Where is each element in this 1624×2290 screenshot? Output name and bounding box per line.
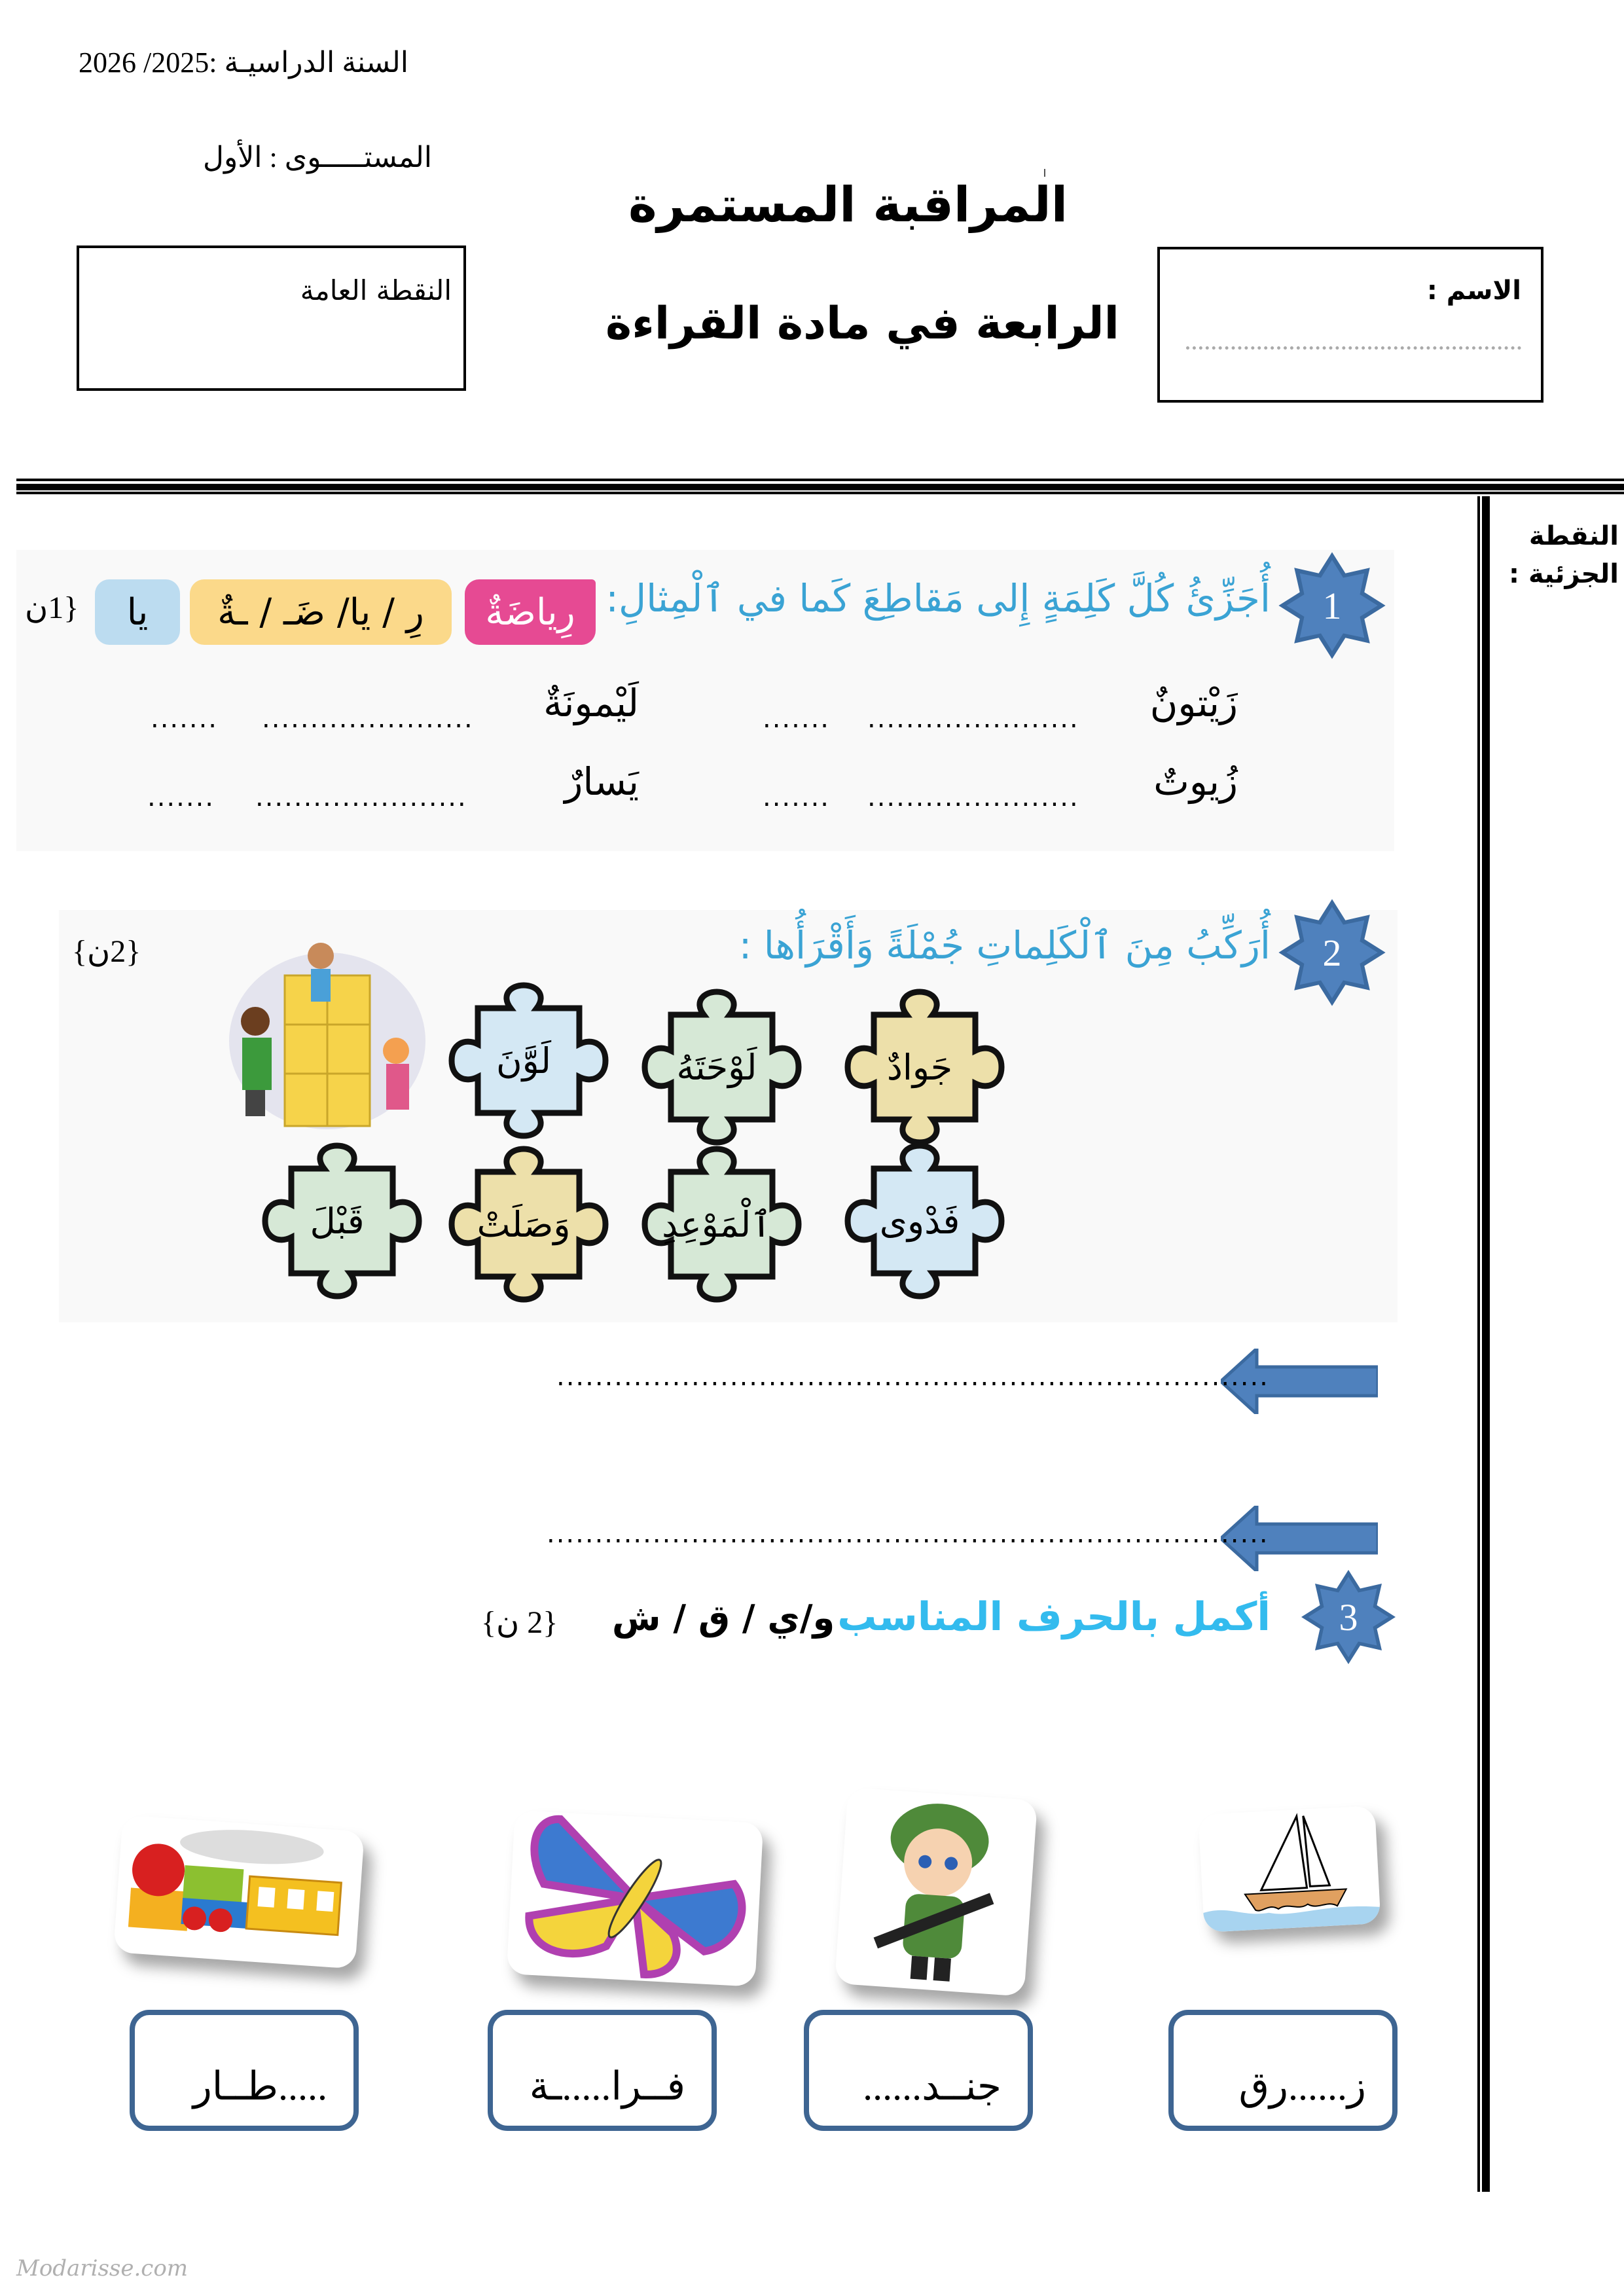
puzzle-piece[interactable]	[835, 1142, 1005, 1299]
puzzle-word: ٱلْمَوْعِدِ	[662, 1203, 772, 1245]
puzzle-word: لَوْحَتَهُ	[676, 1046, 757, 1088]
puzzle-piece[interactable]	[439, 982, 609, 1139]
puzzle-piece[interactable]	[632, 1146, 802, 1303]
puzzle-word: لَوَّنَ	[496, 1040, 552, 1081]
exercise1-points: {1ن	[25, 591, 79, 625]
sentence-answer-line-2[interactable]: ...........................................................................	[547, 1519, 1269, 1549]
example-word-chip: رِياضَةٌ	[465, 579, 596, 645]
level: المستـــــوى : الأول	[203, 141, 432, 173]
header-separator-thin-bottom	[16, 492, 1624, 494]
decorative-tick	[1044, 169, 1045, 177]
incomplete-word: جنــد......	[863, 2065, 1001, 2108]
exercise2-number-badge	[1276, 897, 1388, 1008]
exercise3-instruction: أكمل بالحرف المناسب	[837, 1594, 1271, 1640]
overall-grade-box[interactable]	[77, 245, 466, 391]
word-zuyout: زُيوتٌ	[1153, 759, 1238, 804]
exercise3-number-badge	[1299, 1568, 1398, 1666]
word-laymouna: لَيْمونَةٌ	[543, 681, 639, 725]
sentence-answer-line-1[interactable]: ..........................................................................	[556, 1362, 1269, 1392]
answer-blank-long[interactable]: ......................	[255, 782, 467, 812]
partial-grade-label	[1509, 517, 1619, 593]
watermark: Modarisse.com	[16, 2255, 189, 2281]
puzzle-piece[interactable]	[632, 989, 802, 1146]
butterfly-icon	[507, 1810, 764, 1987]
page-subtitle: الرابعة في مادة القراءة	[605, 298, 1119, 350]
train-picture	[113, 1815, 365, 1969]
puzzle-word: قَبْلَ	[310, 1200, 365, 1242]
answer-blank-short[interactable]: .......	[763, 704, 831, 734]
answer-blank-long[interactable]: ......................	[262, 704, 474, 734]
fill-letter-box[interactable]	[804, 2010, 1033, 2131]
page-title: المراقبة المستمرة	[628, 177, 1068, 233]
overall-grade-label: النقطة العامة	[300, 274, 452, 306]
header-separator-thin-top	[16, 479, 1624, 481]
partial-grade-label-line2: الجزئية :	[1509, 559, 1619, 589]
exercise3-points: {2 ن}	[481, 1605, 558, 1640]
header-separator-thick	[16, 484, 1624, 490]
soldier-picture	[835, 1787, 1038, 1996]
puzzle-piece[interactable]	[439, 1146, 609, 1303]
exercise3-number: 3	[1339, 1595, 1358, 1639]
exercise1-instruction: أُجَزِّئُ كُلَّ كَلِمَةٍ إِلى مَقاطِعَ كَما في ٱلْمِثالِ:	[605, 576, 1271, 621]
name-input-line[interactable]	[1186, 346, 1521, 350]
answer-blank-short[interactable]: .......	[763, 782, 831, 812]
exercise2-points: {2ن}	[72, 934, 141, 969]
partial-grade-label-line1: النقطة	[1528, 521, 1619, 551]
soldier-icon	[835, 1787, 1038, 1996]
word-yasar: يَسارٌ	[564, 759, 639, 804]
puzzle-word: جَوادٌ	[886, 1046, 953, 1088]
example-syllable-chip: يا	[95, 579, 180, 645]
exercise1-number: 1	[1322, 584, 1342, 627]
sailboat-picture	[1198, 1806, 1380, 1933]
exercise1-number-badge	[1276, 550, 1388, 661]
incomplete-word: فــرا.....ـة	[529, 2065, 685, 2108]
word-zaytoun: زَيْتونٌ	[1149, 681, 1238, 725]
answer-blank-short[interactable]: .......	[151, 704, 219, 734]
butterfly-picture	[507, 1810, 764, 1987]
student-name-box[interactable]	[1157, 247, 1543, 403]
margin-separator-thick	[1482, 496, 1490, 2192]
fill-letter-box[interactable]	[488, 2010, 717, 2131]
answer-blank-long[interactable]: ......................	[867, 704, 1079, 734]
school-year: السنة الدراسيـة :2025/ 2026	[79, 46, 409, 79]
sailboat-icon	[1198, 1806, 1380, 1933]
puzzle-word: فَدْوى	[879, 1200, 960, 1242]
fill-letter-box[interactable]	[1168, 2010, 1398, 2131]
train-icon	[113, 1815, 365, 1969]
puzzle-word: وَصَلَتْ	[477, 1203, 571, 1245]
example-split-chip: رِ / يا/ ضَـ / ـةٌ	[190, 579, 452, 645]
incomplete-word: .....طــار	[192, 2065, 327, 2108]
answer-blank-long[interactable]: ......................	[867, 782, 1079, 812]
answer-blank-short[interactable]: .......	[147, 782, 215, 812]
margin-separator-thin	[1477, 496, 1480, 2192]
name-label: الاسم :	[1426, 276, 1521, 306]
puzzle-piece[interactable]	[252, 1142, 422, 1299]
exercise3-letters: و/ي / ق / ش	[612, 1597, 835, 1639]
exercise2-number: 2	[1322, 931, 1342, 974]
incomplete-word: ز......رق	[1238, 2065, 1366, 2108]
fill-letter-box[interactable]	[130, 2010, 359, 2131]
exercise2-instruction: أُرَكِّبُ مِنَ ٱلْكَلِماتِ جُمْلَةً وَأَقْرَأُها :	[738, 923, 1271, 968]
kids-building-puzzle-illustration	[223, 936, 432, 1139]
puzzle-piece[interactable]	[835, 989, 1005, 1146]
